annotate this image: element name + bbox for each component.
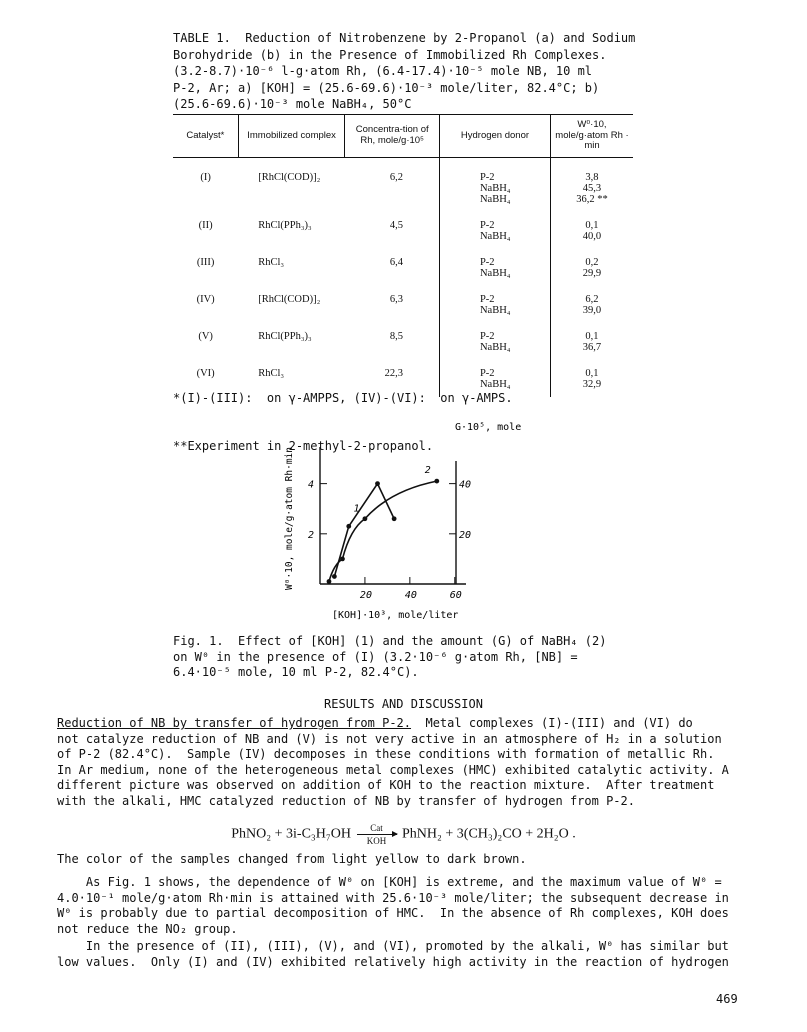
table-row [173, 249, 633, 286]
y-tick-label: 2 [308, 529, 315, 541]
cell-complex: RhCl(PPh₃)₃ [258, 219, 312, 231]
paragraph: In the presence of (II), (III), (V), and (VI), promoted by the alkali, W⁰ has similar but low values. Only (I) and (IV) exhibited relatively high activity in the reaction of hydrogen [57, 939, 729, 969]
cell-concentration: 6,4 [389, 256, 403, 268]
w-value: 29,9 [582, 267, 602, 279]
donor-value: NaBH₄ [479, 230, 511, 242]
data-point [392, 516, 397, 521]
paragraph-body: Metal complexes (I)-(III) and (VI) do not catalyze reduction of NB and (V) is not very active in an atmosphere of H₂ in a solution of P-2 (82.4°C). Sample (IV) decomposes in these conditions with formation of metallic Rh. In Ar medium, none of the heterogeneous metal complexes (HMC) exhibited catalytic activity. A different picture was observed on addition of KOH to the reaction mixture. After treatment with the alkali, HMC catalyzed reduction of NB by transfer of hydrogen from P-2. [57, 716, 729, 808]
page-number: 469 [716, 992, 738, 1006]
x-tick-label: 60 [449, 590, 462, 601]
footnote-experiment: **Experiment in 2-methyl-2-propanol. [173, 439, 434, 453]
header-concentration: Concentra-tion of Rh, mole/g·10⁵ [345, 115, 440, 158]
arrow-catalyst-label: Cat [370, 823, 383, 833]
data-point [346, 524, 351, 529]
cell-complex: [RhCl(COD)]₂ [258, 293, 321, 305]
cell-w [550, 286, 633, 323]
data-point [340, 557, 345, 562]
w-value: 45,3 [582, 182, 602, 194]
y2-tick-label: 20 [459, 529, 472, 541]
equation-reactants: PhNO₂ + 3i-C₃H₇OH [231, 826, 351, 842]
cell-w [550, 157, 633, 212]
donor-value: P-2 [479, 219, 495, 231]
paragraph: The color of the samples changed from light yellow to dark brown. [57, 852, 527, 866]
cell-w [550, 212, 633, 249]
x-tick-label: 20 [359, 590, 372, 601]
series-line-1 [334, 484, 394, 577]
cell-complex: RhCl₃ [258, 367, 285, 379]
data-point [327, 579, 332, 584]
cell-concentration: 4,5 [389, 219, 403, 231]
data-point [375, 481, 380, 486]
header-w: W⁰·10, mole/g·atom Rh · min [550, 115, 633, 158]
chart-svg [270, 410, 570, 625]
w-value: 0,1 [585, 330, 599, 342]
figure-caption: Fig. 1. Effect of [KOH] (1) and the amount (G) of NaBH₄ (2) on W⁰ in the presence of (I) (3.2·10⁻⁶ g·atom Rh, [NB] = 6.4·10⁻⁵ mole, 10 ml P-2, 82.4°C). [173, 634, 607, 679]
data-point [434, 479, 439, 484]
x-axis-label: [KOH]·10³, mole/liter [332, 610, 459, 621]
cell-donor [439, 286, 550, 323]
series-label: 2 [424, 465, 431, 477]
cell-concentration: 6,2 [389, 171, 403, 183]
w-value: 40,0 [582, 230, 602, 242]
series-label: 1 [353, 503, 360, 515]
table-row [173, 157, 633, 212]
w-value: 36,7 [582, 341, 602, 353]
cell-donor [439, 323, 550, 360]
cell-donor [439, 212, 550, 249]
w-value: 6,2 [585, 293, 599, 305]
donor-value: NaBH₄ [479, 341, 511, 353]
y-tick-label: 4 [308, 479, 315, 491]
equation-products: PhNH₂ + 3(CH₃)₂CO + 2H₂O . [402, 826, 576, 842]
figure-1 [270, 410, 570, 625]
paragraph [57, 716, 747, 809]
cell-donor [439, 157, 550, 212]
cell-catalyst: (III) [196, 256, 215, 268]
arrow-promoter-label: KOH [366, 836, 387, 846]
donor-value: NaBH₄ [479, 182, 511, 194]
cell-catalyst: (II) [198, 219, 213, 231]
reaction-arrow [357, 823, 397, 846]
w-value: 0,1 [585, 367, 599, 379]
paragraph-runin-heading: Reduction of NB by transfer of hydrogen from P-2. [57, 716, 412, 730]
data-point [332, 574, 337, 579]
y2-axis-label: G·10⁵, mole [455, 422, 522, 433]
cell-complex: RhCl₃ [258, 256, 285, 268]
footnote-support: *(I)-(III): on γ-AMPPS, (IV)-(VI): on γ-AMPS. [173, 391, 513, 405]
cell-concentration: 6,3 [389, 293, 403, 305]
donor-value: NaBH₄ [479, 193, 511, 205]
header-catalyst: Catalyst* [173, 115, 238, 158]
w-value: 32,9 [582, 378, 602, 390]
w-value: 39,0 [582, 304, 602, 316]
w-value: 3,8 [585, 171, 599, 183]
cell-complex: [RhCl(COD)]₂ [258, 171, 321, 183]
cell-catalyst: (VI) [196, 367, 215, 379]
cell-concentration: 22,3 [384, 367, 403, 379]
cell-w [550, 360, 633, 397]
cell-w [550, 323, 633, 360]
donor-value: P-2 [479, 171, 495, 183]
paragraph: As Fig. 1 shows, the dependence of W⁰ on [KOH] is extreme, and the maximum value of W⁰ = 4.0·10⁻¹ mole/g·atom Rh·min is attained with 25.6·10⁻³ mole/liter; the subsequent decrease in W⁰ is probably due to partial decomposition of HMC. In the absence of Rh complexes, KOH does not reduce the NO₂ group. [57, 875, 729, 936]
donor-value: NaBH₄ [479, 378, 511, 390]
w-value: 0,1 [585, 219, 599, 231]
cell-catalyst: (V) [198, 330, 213, 342]
reaction-equation [0, 823, 807, 846]
w-value: 0,2 [585, 256, 599, 268]
section-heading: RESULTS AND DISCUSSION [324, 697, 483, 711]
y2-tick-label: 40 [459, 479, 472, 491]
table-row [173, 212, 633, 249]
donor-value: NaBH₄ [479, 304, 511, 316]
cell-concentration: 8,5 [389, 330, 403, 342]
data-table [173, 114, 633, 397]
donor-value: P-2 [479, 330, 495, 342]
cell-w [550, 249, 633, 286]
table-row [173, 286, 633, 323]
donor-value: P-2 [479, 293, 495, 305]
donor-value: P-2 [479, 367, 495, 379]
table-row [173, 323, 633, 360]
cell-catalyst: (IV) [196, 293, 215, 305]
header-donor: Hydrogen donor [439, 115, 550, 158]
data-point [363, 516, 368, 521]
cell-complex: RhCl(PPh₃)₃ [258, 330, 312, 342]
cell-catalyst: (I) [200, 171, 211, 183]
w-value: 36,2 ** [576, 193, 608, 205]
arrow-line [357, 834, 397, 835]
cell-donor [439, 249, 550, 286]
header-complex: Immobilized complex [238, 115, 345, 158]
donor-value: P-2 [479, 256, 495, 268]
donor-value: NaBH₄ [479, 267, 511, 279]
table-header-row [173, 115, 633, 158]
table-caption: TABLE 1. Reduction of Nitrobenzene by 2-Propanol (a) and Sodium Borohydride (b) in the Presence of Immobilized Rh Complexes. (3.2-8.7)·10⁻⁶ l-g·atom Rh, (6.4-17.4)·10⁻⁵ mole NB, 10 ml P-2, Ar; a) [KOH] = (25.6-69.6)·10⁻³ mole/liter, 82.4°C; b) (25.6-69.6)·10⁻³ mole NaBH₄, 50°C [173, 31, 636, 112]
y-axis-label: W⁰·10, mole/g·atom Rh·min [284, 447, 295, 590]
x-tick-label: 40 [404, 590, 417, 601]
